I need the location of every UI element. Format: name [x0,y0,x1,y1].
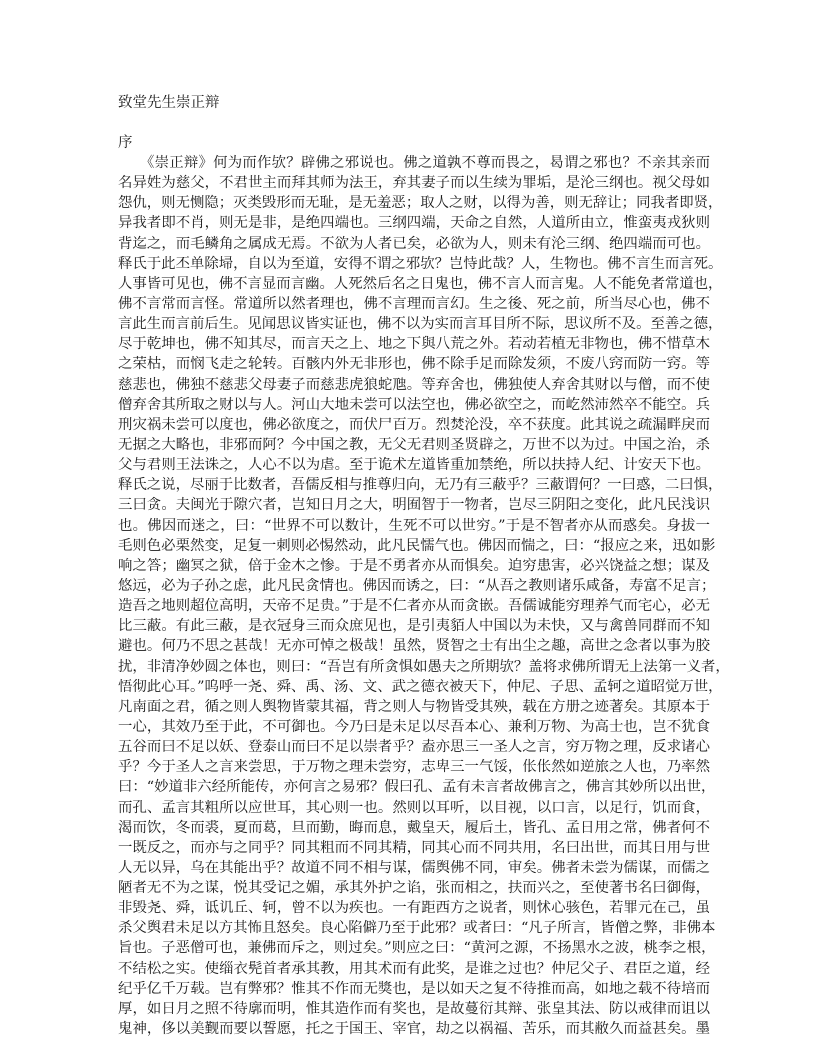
text-line: 父与君则王法诛之，人心不以为虐。至于诡术左道皆重加禁绝，所以扶持人纪、计安天下也。 [118,457,710,474]
text-line: 曰：“妙道非六经所能传，亦何言之易邪？假曰孔、孟有未言者故佛言之，佛言其妙所以出世， [118,779,716,796]
text-line: 渴而饮，冬而裘，夏而葛，旦而勤，晦而息，戴皇天，履后土，皆孔、孟日用之常，佛者何不 [118,819,710,836]
text-line: 扰，非清净妙圆之体也，则曰：“吾岂有所贪惧如愚夫之所期欤？盖将求佛所谓无上法第一义者， [118,658,730,675]
document-page [118,93,730,1039]
document-title: 致堂先生崇正辩 [118,95,220,111]
text-line: 《崇正辩》何为而作欤？辟佛之邪说也。佛之道孰不尊而畏之，曷谓之邪也？不亲其亲而 [118,155,710,171]
text-line: 凡南面之君，循之则人舆物皆蒙其福，背之则人与物皆受其殃，载在方册之迹著矣。其原本于 [118,698,710,715]
text-line: 尽于乾坤也，佛不知其尽，而言天之上、地之下與八荒之外。若动若植无非物也，佛不惜草木 [118,336,710,353]
text-line: 人无以异，乌在其能出乎？故道不同不相与谋，儒舆佛不同，审矣。佛者未尝为儒谋，而儒之 [118,859,710,876]
text-line: 乎？今于圣人之言来尝思，于万物之理未尝穷，志卑三一气馁，伥伥然如逆旅之人也，乃率然 [118,759,710,776]
text-line: 之荣枯，而悯飞走之轮转。百骸内外无非形也，佛不除手足而除发须，不废八窍而防一窍。等 [118,356,710,373]
text-line: 人事皆可见也，佛不言显而言幽。人死然后名之日鬼也，佛不言人而言鬼。人不能免者常道也， [118,275,723,292]
text-line: 旨也。子恶僧可也，兼佛而斥之，则过矣。”则应之曰：“黄河之源，不扬黑水之波，桃李之根， [118,940,716,957]
text-line: 造吾之地则超位高明，天帝不足贵。”于是不仁者亦从而贪嵌。吾儒诚能穷理养气而宅心，必无 [118,598,710,615]
text-line: 杀父舆君未足以方其怖且怒矣。良心陷僻乃至于此邪？或者曰：“凡子所言，皆僧之弊，非佛本 [118,920,716,937]
text-line: 三曰贪。夫闽光于隙穴者，岂知日月之大，明囿智于一物者，岂尽三阴阳之变化，此凡民浅识 [118,497,710,514]
text-line: 也。佛因而迷之，曰：“世界不可以数计，生死不可以世穷。”于是不智者亦从而惑矣。身拔一 [118,517,710,534]
text-line: 名异姓为慈父，不君世主而拜其师为法王，弃其妻子而以生续为罪垢，是沦三纲也。视父母如 [118,175,710,192]
text-line: 悟彻此心耳。”呜呼一尧、舜、禹、汤、文、武之德衣被天下，仲尼、子思、孟轲之道昭觉万世， [118,678,723,695]
text-line: 无据之大略也，非邪而阿？今中国之教，无父无君则圣贤辟之，万世不以为过。中国之治，杀 [118,436,710,453]
text-line: 五谷而曰不足以妖、登泰山而曰不足以崇者乎？盍亦思三一圣人之言，穷万物之理，反求诸心 [118,739,710,756]
text-line: 比三蔽。有此三蔽，是衣冠身三而众庶见也，是引夷貊人中国以为未快，又与禽兽同群而不知 [118,618,710,635]
text-line: 避也。何乃不思之甚哉！无亦可悼之极哉！虽然，贤智之士有出尘之趣，高世之念者以事为胶 [118,638,710,655]
text-line: 佛不言常而言怪。常道所以然者理也，佛不言理而言幻。生之後、死之前，所当尽心也，佛不 [118,295,710,312]
text-line: 言此生而言前后生。见闻思议皆实证也，佛不以为实而言耳目所不际，思议所不及。至善之德， [118,316,723,333]
text-line: 异我者即不肖，则无是非，是绝四端也。三纲四端，天命之自然，人道所由立，惟蛮夷戎狄则 [118,215,710,232]
text-line: 释氏之说，尽丽于比数者，吾儒反相与推尊归向，无乃有三蔽乎？三蔽谓何？一曰惑，二曰惧， [118,477,723,494]
text-line: 不结松之实。使缁衣髡首者承其教，用其术而有此奖，是谁之过也？仲尼父子、君臣之道，经 [118,960,710,977]
text-line: 而孔、孟言其粗所以应世耳，其心则一也。然则以耳听，以目视，以口言，以足行，饥而食， [118,799,710,816]
preface-body [118,153,730,1039]
text-line: 一既反之，而亦与之同乎？同其粗而不同其精，同其心而不同共用，名曰出世，而其日用与世 [118,839,710,856]
text-line: 纪乎亿千万载。岂有弊邪？惟其不作而无獎也，是以如天之复不待推而高，如地之载不待培而 [118,980,710,997]
text-line: 厚，如日月之照不待廓而明，惟其造作而有奖也，是故蔓衍其辩、张皇其法、防以戒律而诅以 [118,1000,710,1017]
text-line: 怨仇，则无恻隐；灭类毁形而无耻，是无羞恶；取人之财，以得为善，则无辞让；同我者即贤， [118,195,723,212]
text-line: 鬼神，侈以美觐而要以誓愿，托之于国王、宰官，劫之以祸福、苦乐，而其敝久而益甚矣。墨 [118,1021,710,1038]
text-line: 非毁尧、舜，诋讥丘、轲，曾不以为疾也。一有距西方之说者，则怵心骇色，若罪元在己，虽 [118,900,710,917]
text-line: 刑灾祸未尝可以度也，佛必欲度之，而伏尸百万。烈焚沦没，卒不获度。此其说之疏漏畔戾而 [118,416,710,433]
text-line: 僧弃舍其所取之财以与人。河山大地未尝可以法空也，佛必欲空之，而屹然沛然卒不能空。兵 [118,396,710,413]
text-line: 陋者无不为之谋，悦其受记之媚，承其外护之谄，张而相之，扶而兴之，至使著书名曰御侮， [118,880,710,897]
text-line: 释氏于此丕单除埽，自以为至道，安得不谓之邪欤？岂恃此哉？人，生物也。佛不言生而言死。 [118,255,723,272]
text-line: 慈悲也，佛独不慈悲父母妻子而慈悲虎狼蛇虺。等弃舍也，佛独使人弃舍其财以与僧，而不使 [118,376,710,393]
section-title-preface: 序 [118,135,133,151]
text-line: 一心，其效乃至于此，不可御也。今乃曰是未足以尽吾本心、兼利万物、为高士也，岂不犹食 [118,718,710,735]
text-line: 背迄之，而毛鳞角之属成无焉。不欲为人者已矣，必欲为人，则未有沦三纲、绝四端而可也。 [118,235,710,252]
text-line: 悠远，必为子孙之虑，此凡民贪情也。佛因而诱之，曰：“从吾之教则诸乐咸备，寿富不足言； [118,577,716,594]
text-line: 响之答；幽冥之狱，倍于金木之惨。于是不勇者亦从而惧矣。迫穷患害，必兴饶益之想；谋及 [118,557,710,574]
text-line: 毛则色必栗然变，足复一刺则必惕然动，此凡民懦气也。佛因而惴之，曰：“报应之来，迅如影 [118,537,716,554]
